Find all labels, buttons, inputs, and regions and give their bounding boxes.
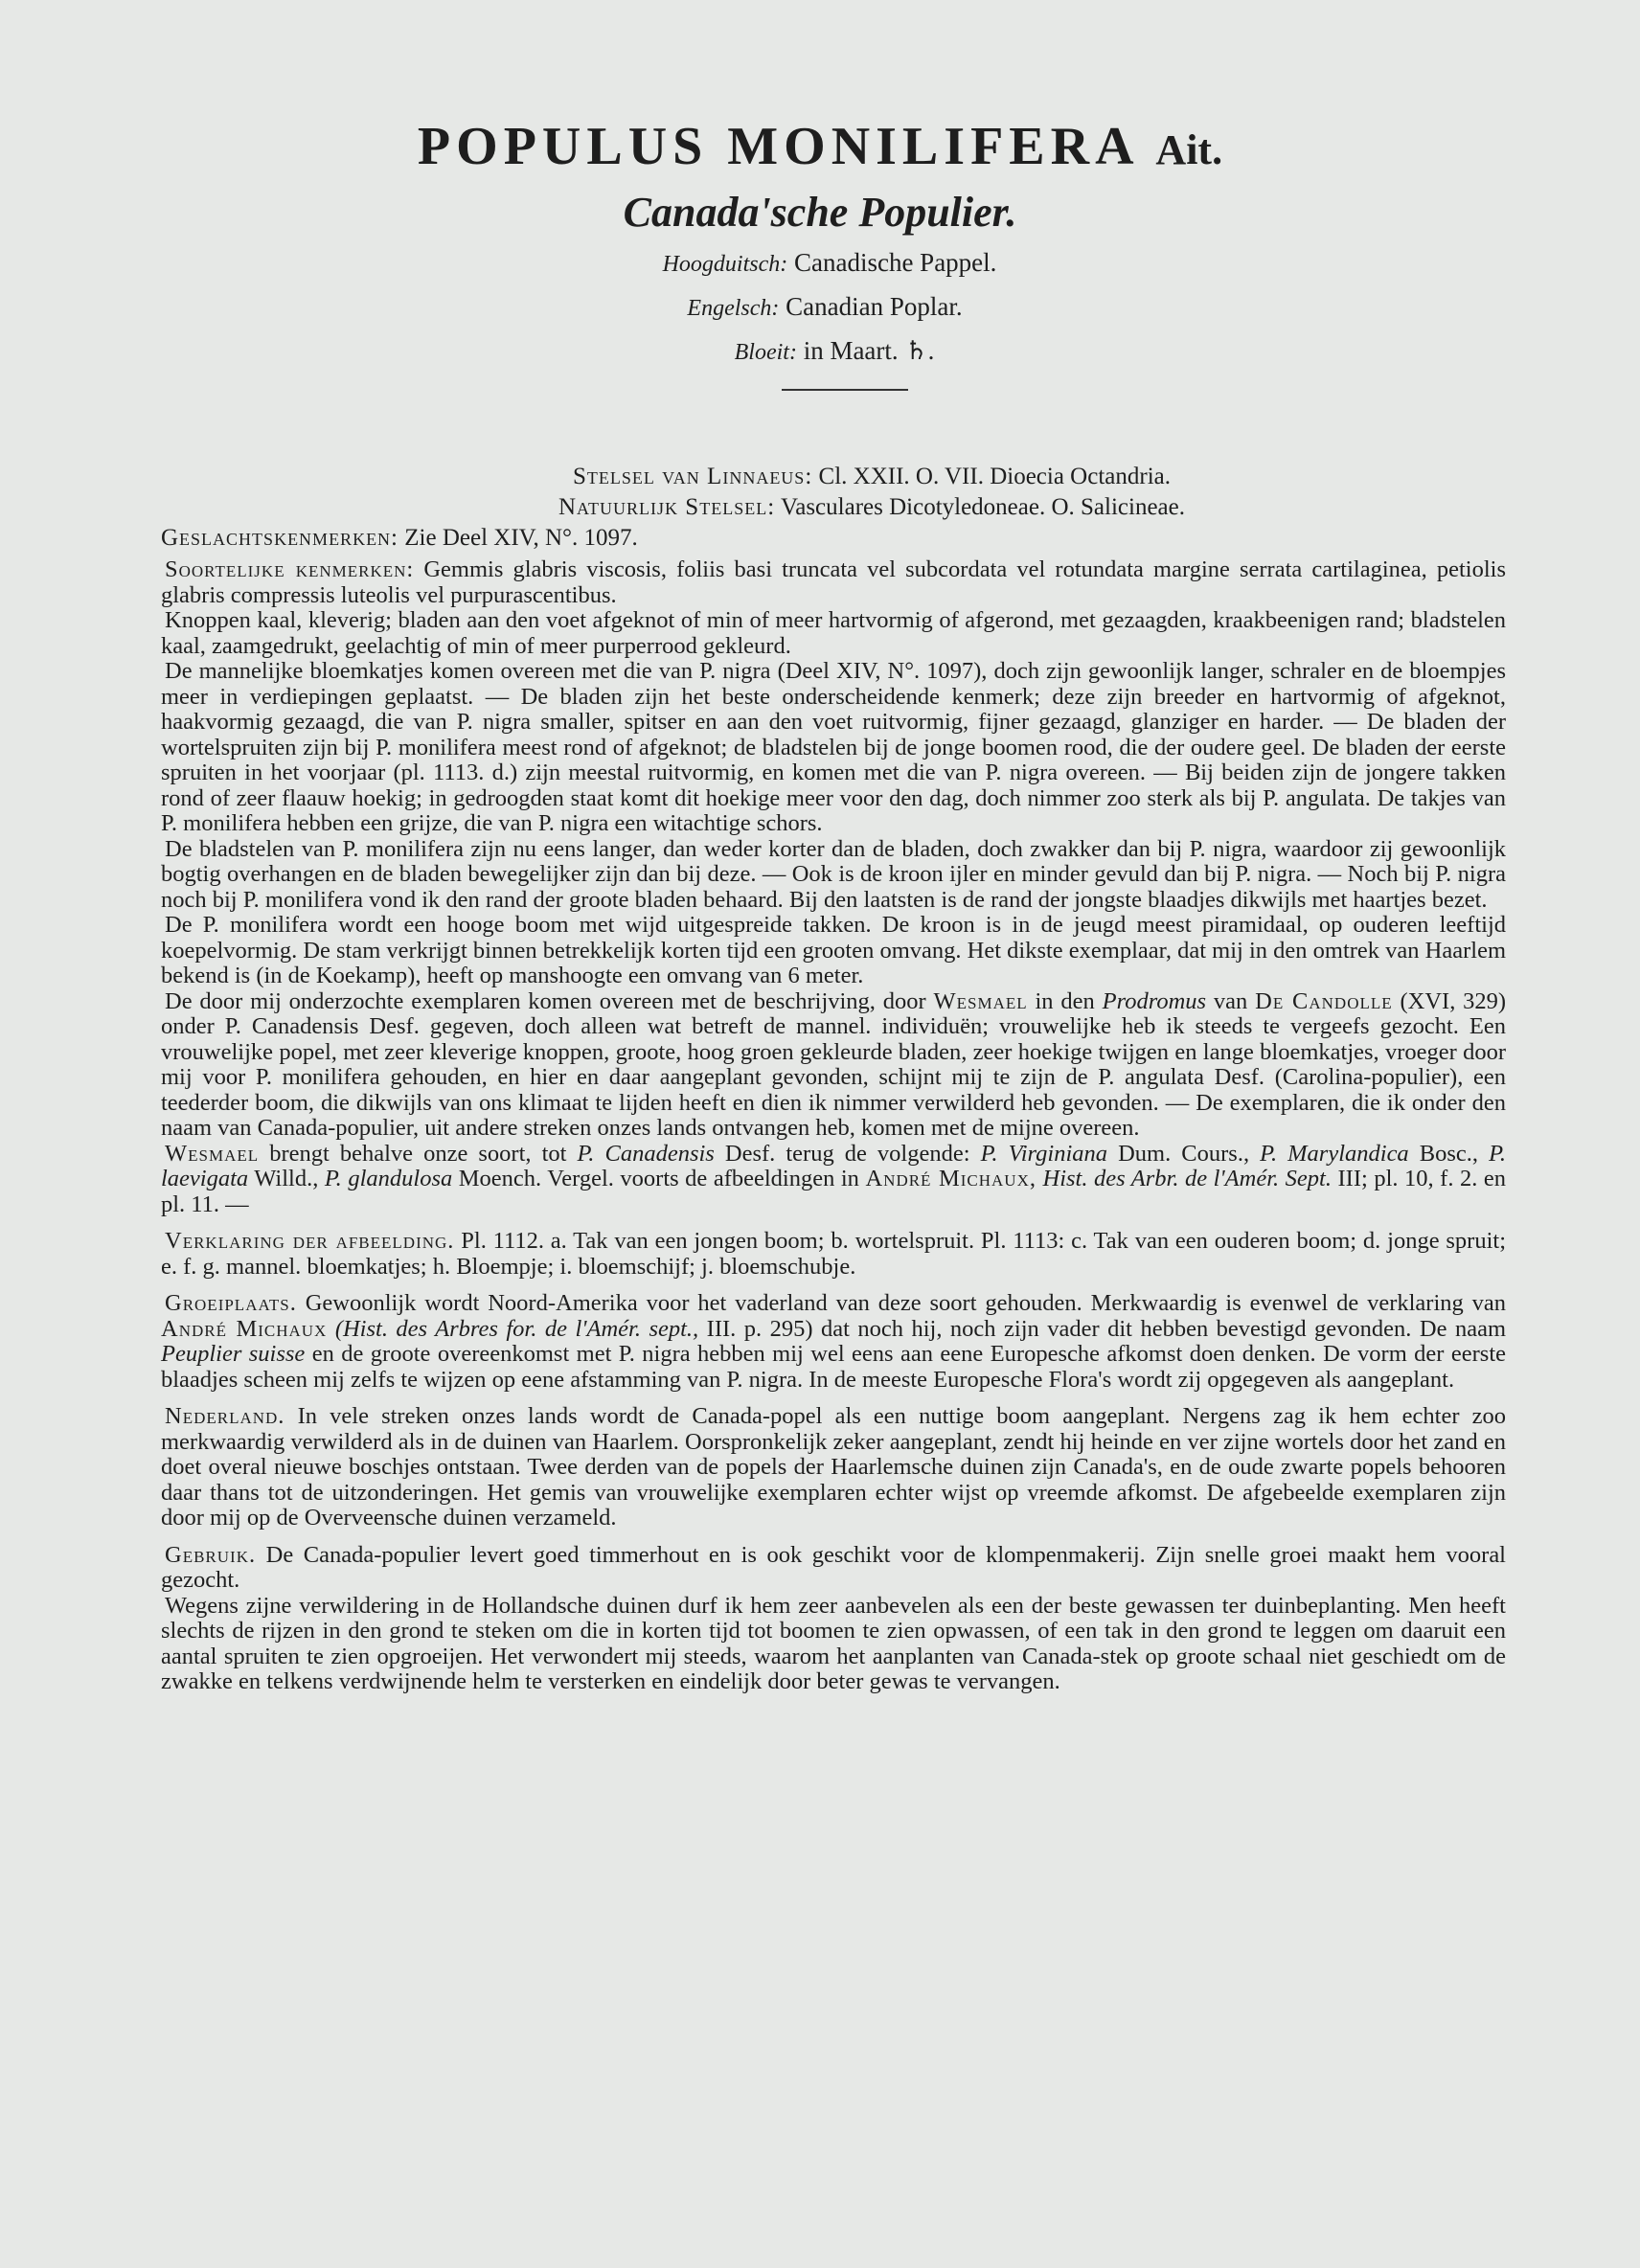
genus-characteristics: Geslachtskenmerken: Zie Deel XIV, N°. 1097. xyxy=(161,525,638,551)
netherlands-section: Nederland. In vele streken onzes lands wordt de Canada-popel als een nuttige boom aangeplant. Nergens zag ik hem echter zoo merkwaardig verwilderd als in de duinen van Haarlem. Oorspronkelijk zeker aangeplant, zendt hij heinde en ver zijne wortels door het zand en doet overal nieuwe boschjes ontstaan. Twee derden van de popels der Haarlemsche duinen zijn Canada's, en de oude zwarte popels behooren daar thans tot de uitzonderingen. Het gemis van vrouwelijke exemplaren echter wijst op vreemde afkomst. De afgebeelde exemplaren zijn door mij op de Overveensche duinen verzameld. xyxy=(161,1403,1506,1531)
habitat-section: Groeiplaats. Gewoonlijk wordt Noord-Amerika voor het vaderland van deze soort gehouden. Merkwaardig is evenwel de verklaring van André Michaux (Hist. des Arbres for. de l'Amér. sept., III. p. 295) dat noch hij, noch zijn vader dit hebben bevestigd gevonden. De naam Peuplier suisse en de groote overeenkomst met P. nigra hebben mij wel eens aan eene Europesche afkomst doen denken. De vorm der eerste blaadjes scheen mij zelfs te wijzen op eene afstamming van P. nigra. In de meeste Europesche Flora's wordt zij opgegeven als aangeplant. xyxy=(161,1290,1506,1393)
flowering: Bloeit: in Maart. ♄. xyxy=(734,336,935,365)
paragraph-bladstelen: De bladstelen van P. monilifera zijn nu eens langer, dan weder korter dan de bladen, doch zwakker dan bij P. nigra, waardoor zij gewoonlijk bogtig overhangen en de bladen bewegelijker zijn dan bij deze. — Ook is de kroon ijler en minder gevuld dan bij P. nigra. — Noch bij P. nigra noch bij P. monilifera vond ik den rand der groote bladen behaard. Bij den laatsten is de rand der jongste blaadjes dikwijls met haartjes bezet. xyxy=(161,835,1506,913)
paragraph-exemplaren: De door mij onderzochte exemplaren komen overeen met de beschrijving, door Wesmael in den Prodromus van De Candolle (XVI, 329) onder P. Canadensis Desf. gegeven, doch alleen wat betreft de mannel. individuën; vrouwelijke heb ik steeds te vergeefs gezocht. Een vrouwelijke popel, met zeer kleverige knoppen, groote, hoog groen gekleurde bladen, zeer hoekige twijgen en lange bloemkatjes, vroeger door mij voor P. monilifera gehouden, en hier en daar aangeplant gevonden, schijnt mij te zijn de P. angulata Desf. (Carolina-populier), een teederder boom, die dikwijls van ons klimaat te lijden heeft en dien ik nimmer verwilderd heb gevonden. — De exemplaren, die ik onder den naam van Canada-populier, uit andere streken onzes lands ontvangen heb, komen met de mijne overeen. xyxy=(161,987,1507,1141)
german-name: Hoogduitsch: Canadische Pappel. xyxy=(662,248,997,277)
paragraph-bloemkatjes: De mannelijke bloemkatjes komen overeen met die van P. nigra (Deel XIV, N°. 1097), doch zijn gewoonlijk langer, schraler en de bloempjes meer in verdiepingen geplaatst. — De bladen zijn het beste onderscheidende kenmerk; deze zijn breeder en hartvormig of afgeknot, haakvormig gezaagd, die van P. nigra smaller, spitser en aan den voet ruitvormig, fijner gezaagd, glanziger en harder. — De bladen der wortelspruiten zijn bij P. monilifera meest rond of afgeknot; de bladstelen bij de jonge boomen rood, die der oudere geel. De bladen der eerste spruiten in het voorjaar (pl. 1113. d.) zijn meestal ruitvormig, en komen met die van P. nigra overeen. — Bij beiden zijn de jongere takken rond of zeer flaauw hoekig; in gedroogden staat komt dit hoekige meer voor den dag, doch nimmer zoo sterk als bij P. angulata. De takjes van P. monilifera hebben een grijze, die van P. nigra een witachtige schors. xyxy=(161,658,1506,836)
natural-system: Natuurlijk Stelsel: Vasculares Dicotyledoneae. O. Salicineae. xyxy=(558,494,1185,520)
header xyxy=(0,113,1640,391)
usage-section: Gebruik. De Canada-populier levert goed timmerhout en is ook geschikt voor de klompenmakerij. Zijn snelle groei maakt hem vooral gezocht. xyxy=(161,1541,1506,1593)
linnaeus-system: Stelsel van Linnaeus: Cl. XXII. O. VII. Dioecia Octandria. xyxy=(572,464,1171,489)
paragraph-knoppen: Knoppen kaal, kleverig; bladen aan den voet afgeknot of min of meer hartvormig of afgerond, met gezaagden, kraakbeenigen rand; bladstelen kaal, zaamgedrukt, geelachtig of min of meer purperrood gekleurd. xyxy=(161,607,1506,659)
body-text xyxy=(161,462,1506,1695)
divider xyxy=(782,389,908,391)
page-title: POPULUS MONILIFERA Ait. xyxy=(417,117,1223,176)
paragraph-boom: De P. monilifera wordt een hooge boom met wijd uitgespreide takken. De kroon is in de jeugd meest piramidaal, op ouderen leeftijd koepelvormig. De stam verkrijgt binnen betrekkelijk korten tijd een grooten omvang. Het dikste exemplaar, dat mij in den omtrek van Haarlem bekend is (in de Koekamp), heeft op manshoogte een omvang van 6 meter. xyxy=(161,912,1506,988)
paragraph-duinbeplanting: Wegens zijne verwildering in de Hollandsche duinen durf ik hem zeer aanbevelen als een der beste gewassen ter duinbeplanting. Men heeft slechts de rijzen in den grond te steken om die in korten tijd tot boomen te zien opwassen, of een tak in den grond te leggen om daaruit een aantal spruiten te zien opgroeijen. Het verwondert mij steeds, waarom het aanplanten van Canada-stek op groote schaal niet geschiedt om de zwakke en telkens verdwijnende helm te versterken en eindelijk door beter gewas te vervangen. xyxy=(161,1592,1506,1694)
paragraph-wesmael: Wesmael brengt behalve onze soort, tot P. Canadensis Desf. terug de volgende: P. Virginiana Dum. Cours., P. Marylandica Bosc., P. laevigata Willd., P. glandulosa Moench. Vergel. voorts de afbeeldingen in André Michaux, Hist. des Arbr. de l'Amér. Sept. III; pl. 10, f. 2. en pl. 11. — xyxy=(161,1140,1507,1217)
page-subtitle: Canada'sche Populier. xyxy=(623,189,1017,236)
species-characteristics: Soortelijke kenmerken: Gemmis glabris viscosis, foliis basi truncata vel subcordata vel rotundata margine serrata cartilaginea, petiolis glabris compressis luteolis vel purpurascentibus. xyxy=(161,556,1506,608)
title-author: Ait. xyxy=(1155,126,1223,173)
english-name: Engelsch: Canadian Poplar. xyxy=(687,292,963,321)
figure-explanation: Verklaring der afbeelding. Pl. 1112. a. Tak van een jongen boom; b. wortelspruit. Pl. 1113: c. Tak van een ouderen boom; d. jonge spruit; e. f. g. mannel. bloemkatjes; h. Bloempje; i. bloemschijf; j. bloemschubje. xyxy=(161,1228,1507,1280)
